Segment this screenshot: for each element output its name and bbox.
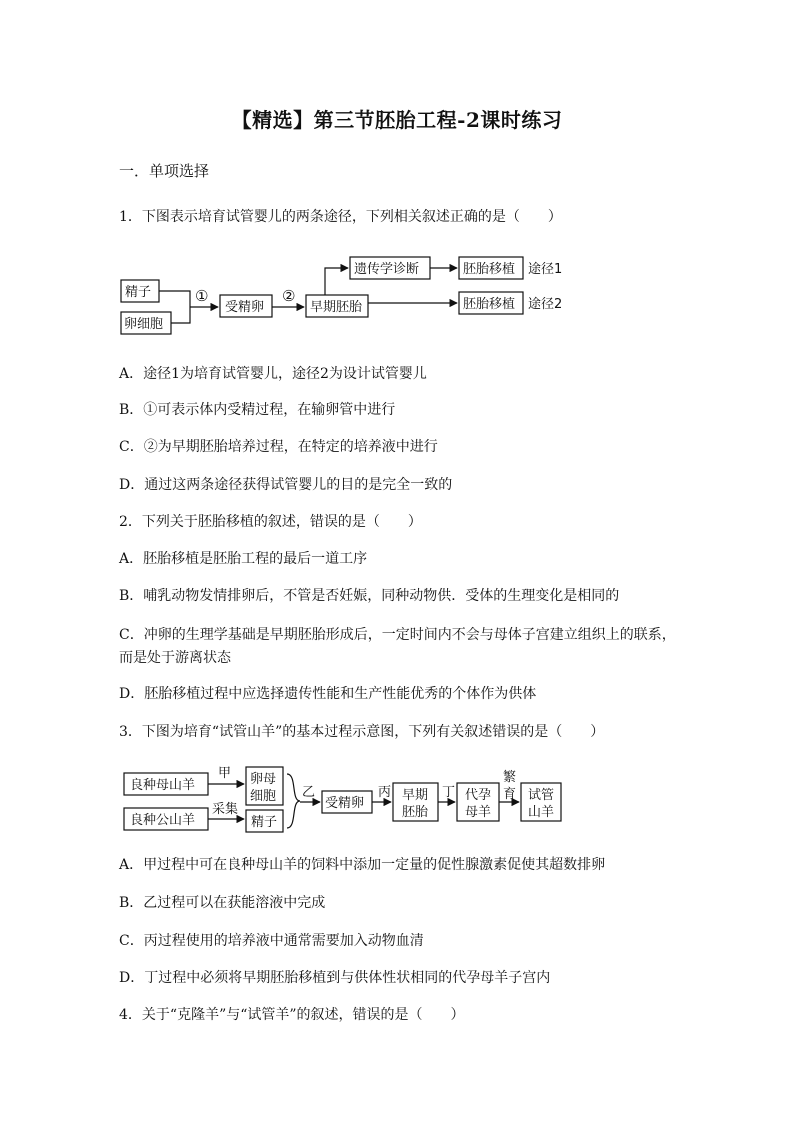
question-1-stem: 1．下图表示培育试管婴儿的两条途径，下列相关叙述正确的是（ ） <box>119 209 562 225</box>
label-result-2: 山羊 <box>528 805 555 820</box>
question-1-option-b: B．①可表示体内受精过程，在输卵管中进行 <box>119 402 396 418</box>
label-egg: 卵细胞 <box>124 317 164 332</box>
label-male-goat: 良种公山羊 <box>130 813 196 828</box>
label-surrogate-2: 母羊 <box>465 805 492 820</box>
label-oocyte-2: 细胞 <box>250 789 277 804</box>
diagram-ivf-pathways <box>0 252 794 352</box>
question-2-option-a: A．胚胎移植是胚胎工程的最后一道工序 <box>119 551 368 567</box>
label-jia: 甲 <box>218 766 232 781</box>
label-breed-1: 繁 <box>503 770 517 785</box>
question-1-option-a: A．途径1为培育试管婴儿，途径2为设计试管婴儿 <box>119 366 427 382</box>
question-3-option-b: B．乙过程可以在获能溶液中完成 <box>119 895 326 911</box>
diagram-test-tube-goat <box>0 760 794 850</box>
page-title: 【精选】第三节胚胎工程-2课时练习 <box>231 108 563 132</box>
question-3-option-a: A．甲过程中可在良种母山羊的饲料中添加一定量的促性腺激素促使其超数排卵 <box>119 857 606 873</box>
label-ding: 丁 <box>442 785 456 800</box>
label-step-1: ① <box>195 287 209 305</box>
question-2-stem: 2．下列关于胚胎移植的叙述，错误的是（ ） <box>119 514 422 530</box>
label-zygote: 受精卵 <box>225 300 265 315</box>
label-transfer-b: 胚胎移植 <box>463 297 516 312</box>
label-result-1: 试管 <box>528 788 555 803</box>
label-female-goat: 良种母山羊 <box>130 778 196 793</box>
label-path-2: 途径2 <box>528 297 563 312</box>
label-bing: 丙 <box>378 785 392 800</box>
question-1-option-c: C．②为早期胚胎培养过程，在特定的培养液中进行 <box>119 439 438 455</box>
question-4-stem: 4．关于“克隆羊”与“试管羊”的叙述，错误的是（ ） <box>119 1007 465 1023</box>
question-3-stem: 3．下图为培育“试管山羊”的基本过程示意图，下列有关叙述错误的是（ ） <box>119 724 605 740</box>
label-surrogate-1: 代孕 <box>465 788 492 803</box>
label-zygote: 受精卵 <box>325 796 365 811</box>
question-2-option-d: D．胚胎移植过程中应选择遗传性能和生产性能优秀的个体作为供体 <box>119 686 537 702</box>
label-embryo-1: 早期 <box>402 788 429 803</box>
label-yi: 乙 <box>302 785 316 800</box>
question-1-option-d: D．通过这两条途径获得试管婴儿的目的是完全一致的 <box>119 477 453 493</box>
question-2-option-c: C．冲卵的生理学基础是早期胚胎形成后，一定时间内不会与母体子宫建立组织上的联系，而是处于游离状态 <box>119 627 676 666</box>
question-2-option-b: B．哺乳动物发情排卵后，不管是否妊娠，同种动物供．受体的生理变化是相同的 <box>119 588 620 604</box>
label-path-1: 途径1 <box>528 262 563 277</box>
label-embryo-2: 胚胎 <box>402 805 429 820</box>
label-collect: 采集 <box>212 802 239 817</box>
label-oocyte-1: 卵母 <box>250 772 277 787</box>
question-3-option-c: C．丙过程使用的培养液中通常需要加入动物血清 <box>119 933 424 949</box>
question-3-option-d: D．丁过程中必须将早期胚胎移植到与供体性状相同的代孕母羊子宫内 <box>119 970 551 986</box>
label-early-embryo: 早期胚胎 <box>310 300 363 315</box>
label-sperm: 精子 <box>125 285 152 300</box>
label-transfer-a: 胚胎移植 <box>463 262 516 277</box>
label-genetic-diagnosis: 遗传学诊断 <box>354 262 420 277</box>
label-sperm: 精子 <box>251 815 278 830</box>
section-heading: 一．单项选择 <box>119 162 210 180</box>
label-step-2: ② <box>282 287 296 305</box>
label-breed-2: 育 <box>503 787 517 802</box>
